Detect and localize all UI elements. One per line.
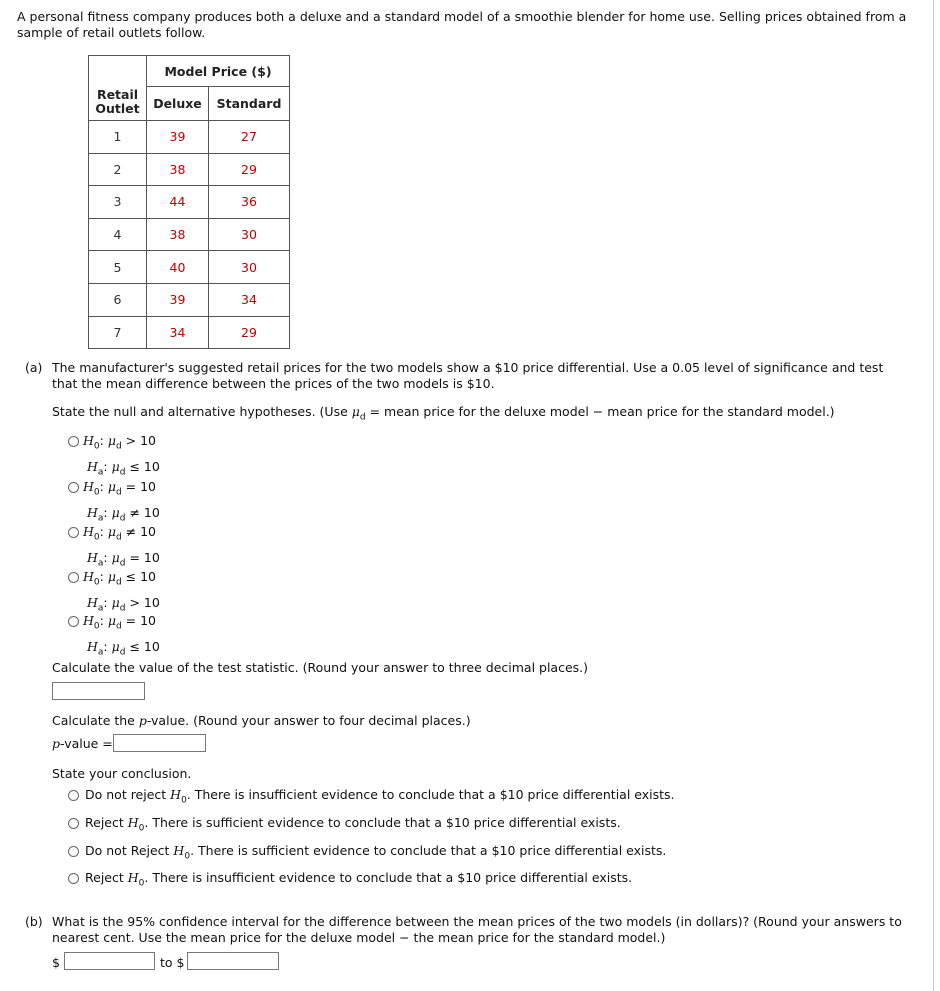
conclusion-prompt: State your conclusion. bbox=[52, 766, 192, 781]
pvalue-prompt-pre: Calculate the bbox=[52, 713, 139, 728]
ci-lower-input[interactable] bbox=[64, 952, 155, 970]
h-symbol: H bbox=[82, 433, 94, 448]
conclusion-option[interactable] bbox=[68, 870, 632, 889]
mu-sub: d bbox=[115, 621, 122, 632]
model-price-header: Model Price ($) bbox=[147, 56, 290, 87]
hypothesis-option[interactable]: $H_0$: $\mu_d \ne 10$ $H_a$: $\mu_d = 10$ bbox=[68, 522, 160, 573]
deluxe-header: Deluxe bbox=[147, 87, 209, 121]
ha-relation: ≠ 10 bbox=[129, 504, 160, 520]
radio-button[interactable] bbox=[68, 527, 79, 538]
mu-sub: d bbox=[119, 647, 126, 657]
mu-sub: d bbox=[115, 532, 122, 543]
conclusion-pre: Reject bbox=[85, 870, 128, 885]
standard-cell: 29 bbox=[209, 316, 290, 349]
conclusion-pre: Reject bbox=[85, 815, 128, 830]
mu-symbol: μ bbox=[111, 594, 120, 610]
pvalue-label-text: -value = bbox=[60, 736, 113, 751]
deluxe-cell: 40 bbox=[147, 251, 209, 284]
outlet-cell: 2 bbox=[89, 153, 147, 186]
radio-button[interactable] bbox=[68, 818, 79, 829]
test-statistic-input[interactable] bbox=[52, 682, 145, 700]
h0-sub: 0 bbox=[93, 487, 100, 498]
h0-relation: = 10 bbox=[125, 613, 156, 628]
outlet-cell: 6 bbox=[89, 283, 147, 316]
radio-button[interactable] bbox=[68, 572, 79, 583]
h-symbol: H bbox=[82, 479, 94, 494]
hypotheses-prompt bbox=[52, 404, 912, 426]
h-symbol: H bbox=[87, 549, 98, 565]
h0-relation: > 10 bbox=[125, 433, 156, 448]
pvalue-label bbox=[52, 736, 113, 751]
ha-relation: ≤ 10 bbox=[129, 458, 160, 474]
outlet-cell: 3 bbox=[89, 186, 147, 219]
outlet-cell: 5 bbox=[89, 251, 147, 284]
mu-symbol: μ bbox=[111, 638, 120, 654]
hyp-prompt-post: = mean price for the deluxe model − mean price for the standard model.) bbox=[365, 404, 835, 419]
ha-relation: ≤ 10 bbox=[129, 638, 160, 654]
h0-sub: 0 bbox=[184, 851, 191, 862]
conclusion-post: . There is sufficient evidence to conclude that a $10 price differential exists. bbox=[144, 815, 621, 830]
h0-sub: 0 bbox=[93, 577, 100, 588]
mu-symbol: μ bbox=[111, 504, 120, 520]
conclusion-pre: Do not reject bbox=[85, 787, 171, 802]
pvalue-p: p bbox=[138, 713, 147, 728]
table-row bbox=[89, 186, 290, 219]
mu-sub: d bbox=[119, 558, 126, 568]
pvalue-label-p: p bbox=[52, 736, 61, 751]
pvalue-prompt-post: -value. (Round your answer to four decimal places.) bbox=[146, 713, 471, 728]
h-symbol: H bbox=[82, 524, 94, 539]
standard-cell: 30 bbox=[209, 251, 290, 284]
h0-relation: ≤ 10 bbox=[125, 569, 156, 584]
mu-symbol: μ bbox=[107, 613, 116, 628]
outlet-cell: 7 bbox=[89, 316, 147, 349]
ha-sub: a bbox=[97, 467, 104, 477]
mu-symbol: μ bbox=[111, 458, 120, 474]
mu-sub: d bbox=[119, 513, 126, 523]
mu-symbol: μ bbox=[111, 549, 120, 565]
hypothesis-option[interactable]: $H_0$: $\mu_d > 10$ $H_a$: $\mu_d \le 10$ bbox=[68, 431, 160, 482]
h0-sub: 0 bbox=[138, 823, 145, 834]
h-symbol: H bbox=[82, 613, 94, 628]
h-symbol: H bbox=[173, 843, 185, 858]
retail-header-line1: Retail bbox=[96, 87, 139, 102]
conclusion-post: . There is insufficient evidence to conclude that a $10 price differential exists. bbox=[186, 787, 675, 802]
ha-relation: > 10 bbox=[129, 594, 160, 610]
outlet-cell: 1 bbox=[89, 121, 147, 154]
mu-symbol: μ bbox=[351, 404, 360, 419]
h0-relation: = 10 bbox=[125, 479, 156, 494]
standard-cell: 29 bbox=[209, 153, 290, 186]
hypothesis-option[interactable]: $H_0$: $\mu_d = 10$ $H_a$: $\mu_d \le 10$ bbox=[68, 611, 160, 662]
h0-sub: 0 bbox=[138, 878, 145, 889]
deluxe-cell: 34 bbox=[147, 316, 209, 349]
conclusion-pre: Do not Reject bbox=[85, 843, 174, 858]
conclusion-option[interactable] bbox=[68, 787, 675, 806]
ci-upper-input[interactable] bbox=[187, 952, 279, 970]
radio-button[interactable] bbox=[68, 616, 79, 627]
h-symbol: H bbox=[82, 569, 94, 584]
h-symbol: H bbox=[87, 638, 98, 654]
radio-button[interactable] bbox=[68, 873, 79, 884]
ci-to-label: to $ bbox=[160, 955, 185, 970]
ha-sub: a bbox=[97, 603, 104, 613]
deluxe-cell: 38 bbox=[147, 218, 209, 251]
conclusion-option[interactable] bbox=[68, 843, 666, 862]
pvalue-prompt bbox=[52, 713, 912, 729]
table-row bbox=[89, 251, 290, 284]
ha-relation: = 10 bbox=[129, 549, 160, 565]
ci-dollar-label: $ bbox=[52, 955, 60, 970]
radio-button[interactable] bbox=[68, 436, 79, 447]
h-symbol: H bbox=[170, 787, 182, 802]
mu-sub: d bbox=[119, 467, 126, 477]
hypothesis-option[interactable]: $H_0$: $\mu_d = 10$ $H_a$: $\mu_d \ne 10$ bbox=[68, 477, 160, 528]
retail-header-line2: Outlet bbox=[95, 101, 140, 116]
mu-symbol: μ bbox=[107, 569, 116, 584]
mu-sub: d bbox=[115, 577, 122, 588]
ha-sub: a bbox=[97, 647, 104, 657]
standard-cell: 30 bbox=[209, 218, 290, 251]
h0-relation: ≠ 10 bbox=[125, 524, 156, 539]
radio-button[interactable] bbox=[68, 846, 79, 857]
mu-symbol: μ bbox=[107, 479, 116, 494]
part-a-text: The manufacturer's suggested retail prices for the two models show a $10 price differential. Use a 0.05 level of significance and test that the mean difference between the prices of the two models is $10. bbox=[52, 360, 884, 391]
h-symbol: H bbox=[127, 815, 139, 830]
retail-outlet-header bbox=[89, 56, 147, 121]
standard-cell: 36 bbox=[209, 186, 290, 219]
conclusion-post: . There is insufficient evidence to conclude that a $10 price differential exists. bbox=[144, 870, 633, 885]
mu-symbol: μ bbox=[107, 433, 116, 448]
deluxe-cell: 44 bbox=[147, 186, 209, 219]
table-row bbox=[89, 218, 290, 251]
h-symbol: H bbox=[87, 594, 98, 610]
standard-cell: 27 bbox=[209, 121, 290, 154]
h0-sub: 0 bbox=[93, 532, 100, 543]
part-a-label: (a) bbox=[25, 360, 43, 375]
price-rows bbox=[89, 121, 290, 349]
table-row bbox=[89, 121, 290, 154]
table-row bbox=[89, 153, 290, 186]
h0-sub: 0 bbox=[93, 441, 100, 452]
h0-sub: 0 bbox=[181, 795, 187, 806]
price-table bbox=[88, 55, 290, 349]
h-symbol: H bbox=[87, 458, 98, 474]
mu-sub: d bbox=[115, 487, 122, 498]
mu-symbol: μ bbox=[107, 524, 116, 539]
deluxe-cell: 38 bbox=[147, 153, 209, 186]
h-symbol: H bbox=[87, 504, 98, 520]
radio-button[interactable] bbox=[68, 790, 79, 801]
standard-header: Standard bbox=[209, 87, 290, 121]
part-b-text: What is the 95% confidence interval for the difference between the mean prices of the two models (in dollars)? (Round your answers to nearest cent. Use the mean price for the deluxe model − the mean price for the standard model.) bbox=[52, 914, 902, 945]
mu-sub: d bbox=[115, 441, 122, 452]
deluxe-cell: 39 bbox=[147, 283, 209, 316]
ha-sub: a bbox=[97, 513, 104, 523]
mu-sub: d bbox=[119, 603, 126, 613]
outlet-cell: 4 bbox=[89, 218, 147, 251]
h-symbol: H bbox=[127, 870, 139, 885]
test-stat-prompt: Calculate the value of the test statistic. (Round your answer to three decimal places.) bbox=[52, 660, 589, 675]
conclusion-option[interactable] bbox=[68, 815, 621, 834]
pvalue-input[interactable] bbox=[113, 734, 206, 752]
radio-button[interactable] bbox=[68, 482, 79, 493]
hypothesis-option[interactable]: $H_0$: $\mu_d \le 10$ $H_a$: $\mu_d > 10$ bbox=[68, 567, 160, 618]
table-row bbox=[89, 316, 290, 349]
h0-sub: 0 bbox=[93, 621, 100, 632]
problem-intro: A personal fitness company produces both a deluxe and a standard model of a smoothie blender for home use. Selling prices obtained from a sample of retail outlets follow. bbox=[17, 9, 907, 40]
standard-cell: 34 bbox=[209, 283, 290, 316]
part-b-label: (b) bbox=[25, 914, 43, 929]
mu-sub: d bbox=[359, 412, 366, 423]
ha-sub: a bbox=[97, 558, 104, 568]
deluxe-cell: 39 bbox=[147, 121, 209, 154]
table-row bbox=[89, 283, 290, 316]
hyp-prompt-pre: State the null and alternative hypotheses. (Use bbox=[52, 404, 352, 419]
conclusion-post: . There is sufficient evidence to conclude that a $10 price differential exists. bbox=[190, 843, 667, 858]
